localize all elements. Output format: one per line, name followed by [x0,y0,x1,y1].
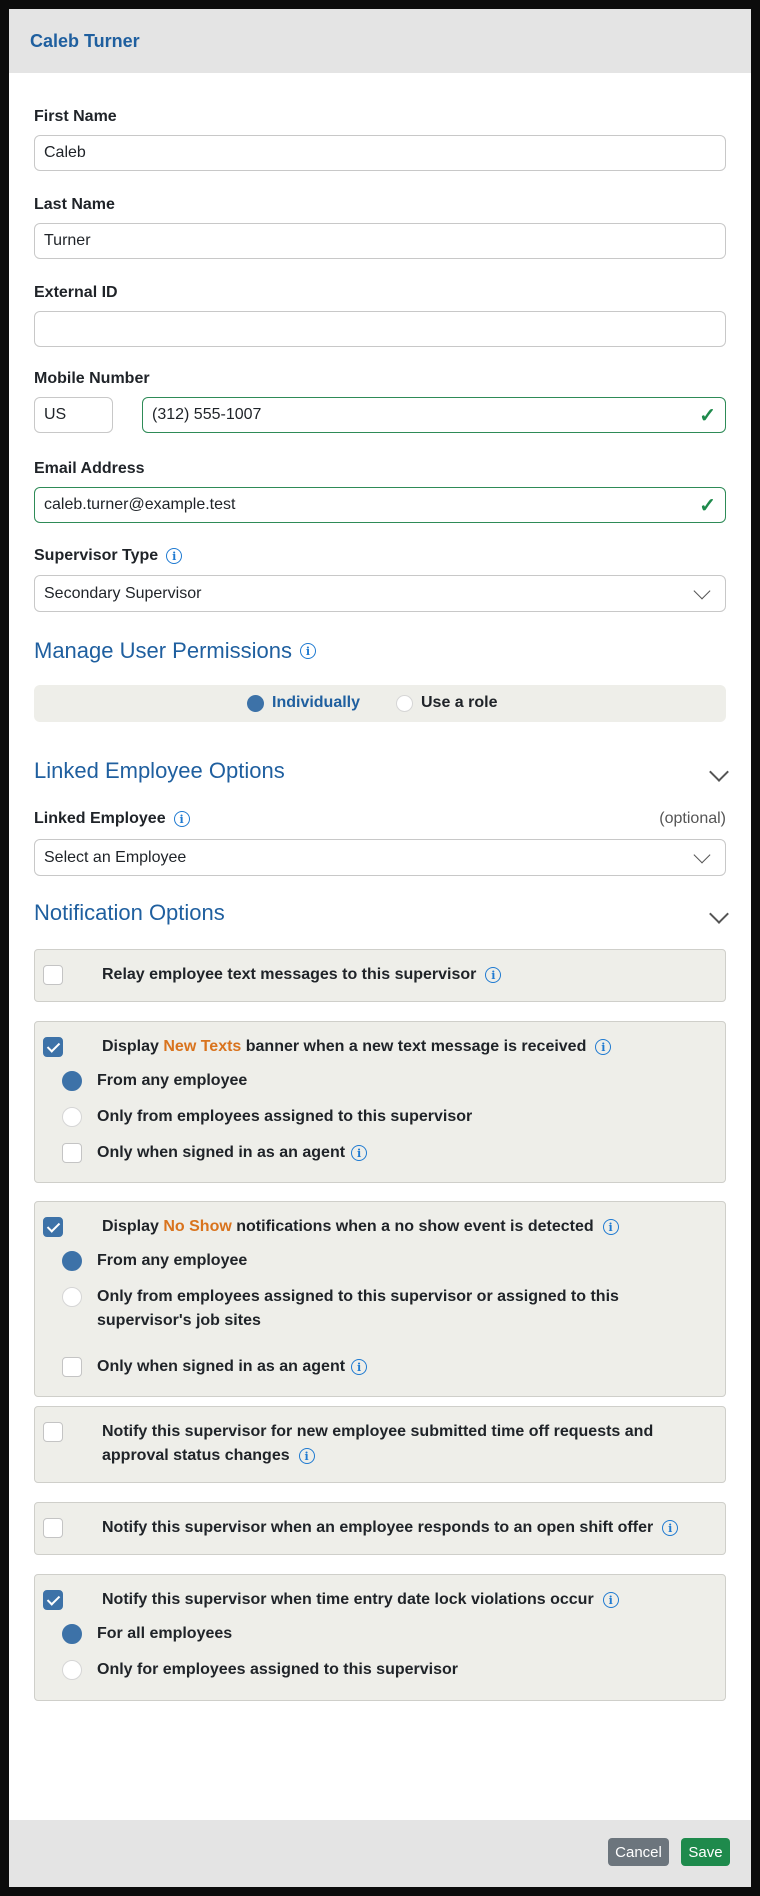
date-lock-checkbox[interactable] [43,1590,63,1610]
supervisor-type-label-text: Supervisor Type [34,547,159,564]
no-show-option [102,1215,619,1239]
open-shift-checkbox[interactable] [43,1518,63,1538]
email-value: caleb.turner@example.test [44,496,236,513]
first-name-input[interactable] [34,135,726,171]
modal-footer [9,1820,751,1887]
chevron-down-icon[interactable] [709,762,729,782]
new-texts-assigned-label[interactable]: Only from employees assigned to this supervisor [97,1108,473,1125]
no-show-assigned-label-1[interactable]: Only from employees assigned to this supervisor or assigned to this [97,1288,619,1305]
radio-individually[interactable] [247,695,264,712]
no-show-panel [34,1201,726,1397]
info-icon[interactable]: i [662,1520,678,1536]
last-name-value: Turner [44,232,91,249]
no-show-agent-label[interactable]: Only when signed in as an agent [97,1358,346,1375]
first-name-value: Caleb [44,144,86,161]
date-lock-panel [34,1574,726,1701]
new-texts-agent-checkbox[interactable] [62,1143,82,1163]
date-lock-assigned-label[interactable]: Only for employees assigned to this supervisor [97,1661,458,1678]
no-show-highlight: No Show [163,1218,232,1235]
no-show-agent-checkbox[interactable] [62,1357,82,1377]
time-off-option-2 [102,1444,315,1468]
date-lock-label: Notify this supervisor when time entry date lock violations occur [102,1591,594,1608]
time-off-label-2: approval status changes [102,1447,290,1464]
chevron-down-icon[interactable] [709,904,729,924]
cancel-button[interactable]: Cancel [608,1838,669,1866]
relay-option [102,963,501,987]
no-show-post: notifications when a no show event is detected [231,1218,594,1235]
radio-new-texts-assigned[interactable] [62,1107,82,1127]
info-icon[interactable]: i [300,643,316,659]
permissions-toggle [34,685,726,722]
info-icon[interactable]: i [485,967,501,983]
info-icon[interactable]: i [174,811,190,827]
radio-date-lock-assigned[interactable] [62,1660,82,1680]
new-texts-any-label[interactable]: From any employee [97,1072,248,1089]
info-icon[interactable]: i [166,548,182,564]
info-icon[interactable]: i [603,1592,619,1608]
email-label: Email Address [34,460,145,477]
chevron-down-icon [694,846,711,863]
no-show-agent-option [97,1355,367,1379]
option-use-role[interactable]: Use a role [421,694,498,711]
info-icon[interactable]: i [351,1145,367,1161]
mobile-number-input[interactable] [142,397,726,433]
new-texts-post: banner when a new text message is received [241,1038,587,1055]
external-id-input[interactable] [34,311,726,347]
mobile-number-value: (312) 555-1007 [152,406,262,423]
no-show-any-label[interactable]: From any employee [97,1252,248,1269]
linked-employee-placeholder: Select an Employee [44,848,187,866]
no-show-pre: Display [102,1218,164,1235]
email-input[interactable] [34,487,726,523]
option-individually[interactable]: Individually [272,694,361,711]
new-texts-agent-label[interactable]: Only when signed in as an agent [97,1144,346,1161]
open-shift-label: Notify this supervisor when an employee responds to an open shift offer [102,1519,654,1536]
first-name-label: First Name [34,108,117,125]
new-texts-agent-option [97,1141,367,1165]
external-id-label: External ID [34,284,118,301]
last-name-label: Last Name [34,196,115,213]
open-shift-panel [34,1502,726,1555]
check-icon: ✓ [699,404,716,427]
country-code-select[interactable] [34,397,113,433]
relay-label: Relay employee text messages to this supervisor [102,966,477,983]
linked-employee-label [34,810,726,828]
permissions-title [34,638,316,664]
new-texts-option [102,1035,611,1059]
permissions-title-text: Manage User Permissions [34,638,292,663]
relay-checkbox[interactable] [43,965,63,985]
time-off-checkbox[interactable] [43,1422,63,1442]
new-texts-panel [34,1021,726,1183]
date-lock-option [102,1588,619,1612]
relay-panel [34,949,726,1002]
info-icon[interactable]: i [299,1448,315,1464]
date-lock-all-label[interactable]: For all employees [97,1625,233,1642]
last-name-input[interactable] [34,223,726,259]
no-show-assigned-label-2[interactable]: supervisor's job sites [97,1312,261,1329]
info-icon[interactable]: i [595,1039,611,1055]
info-icon[interactable]: i [603,1219,619,1235]
chevron-down-icon [694,582,711,599]
supervisor-type-select[interactable] [34,575,726,612]
linked-employee-title[interactable]: Linked Employee Options [34,758,285,783]
time-off-panel [34,1406,726,1483]
radio-no-show-any[interactable] [62,1251,82,1271]
check-icon: ✓ [699,494,716,517]
radio-no-show-assigned[interactable] [62,1287,82,1307]
edit-supervisor-modal [9,9,751,1887]
radio-new-texts-any[interactable] [62,1071,82,1091]
modal-title: Caleb Turner [30,30,140,51]
supervisor-type-value: Secondary Supervisor [44,584,202,602]
optional-text: (optional) [659,810,726,827]
save-button[interactable]: Save [681,1838,730,1866]
new-texts-highlight: New Texts [163,1038,242,1055]
linked-employee-select[interactable] [34,839,726,876]
time-off-label-1: Notify this supervisor for new employee submitted time off requests and [102,1423,654,1440]
notification-options-title[interactable]: Notification Options [34,900,225,925]
country-code-value: US [44,406,67,423]
linked-employee-label-text: Linked Employee [34,810,166,827]
modal-header [9,9,751,73]
new-texts-pre: Display [102,1038,164,1055]
no-show-checkbox[interactable] [43,1217,63,1237]
new-texts-checkbox[interactable] [43,1037,63,1057]
mobile-number-label: Mobile Number [34,370,150,387]
supervisor-type-label [34,547,726,565]
radio-date-lock-all[interactable] [62,1624,82,1644]
open-shift-option [102,1516,678,1540]
info-icon[interactable]: i [351,1359,367,1375]
radio-use-role[interactable] [396,695,413,712]
